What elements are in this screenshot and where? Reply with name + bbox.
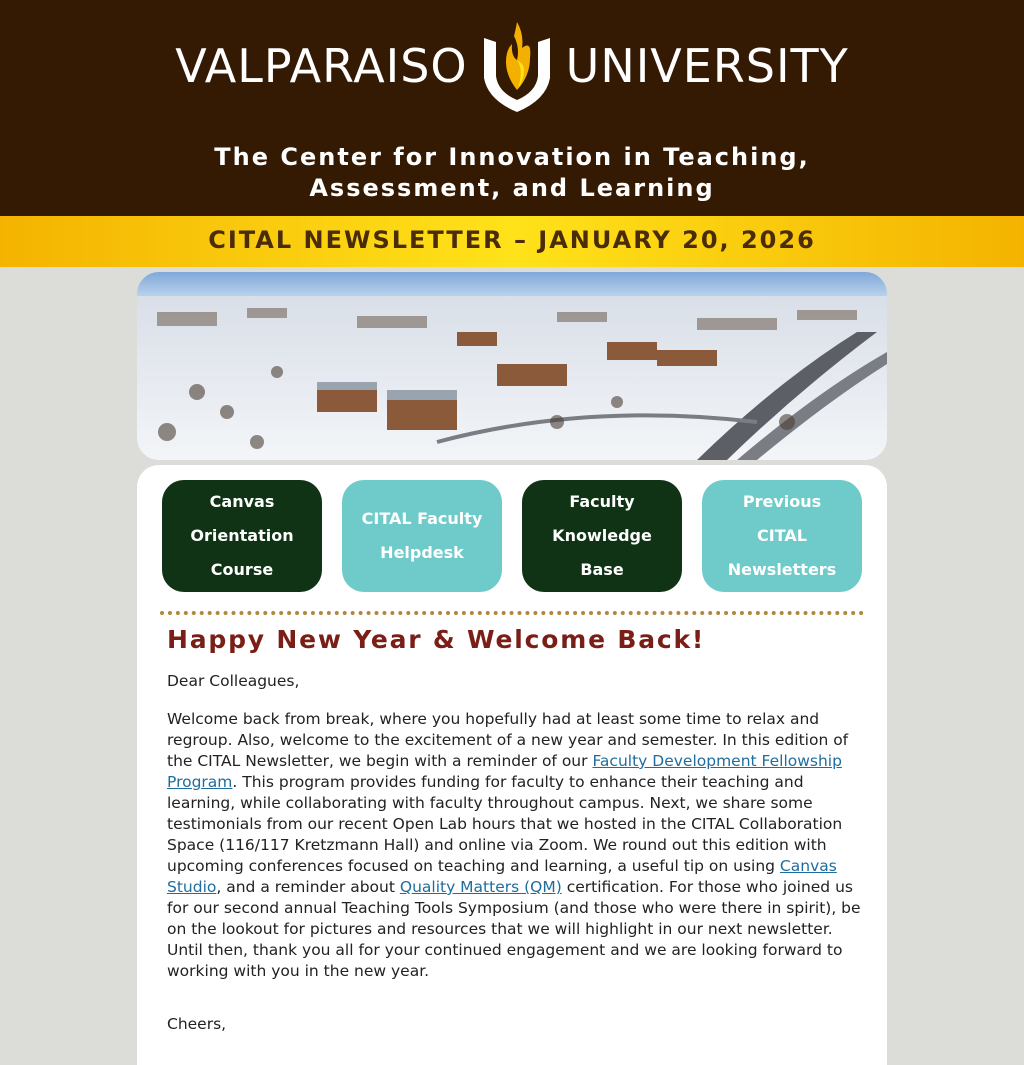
- article-signoff: Cheers,: [167, 1015, 227, 1033]
- body-text-4: certification. For those who joined us for our second annual Teaching Tools Symposium (and those who were there in spirit), be on the lookout for pictures and resources that we will highlight in our next newsletter. Until then, thank you all for your continued engagement and we are looking forward to working with you in the new year.: [167, 878, 861, 980]
- university-logo: [0, 18, 1024, 114]
- article-body: [167, 709, 862, 982]
- dotted-divider: [160, 611, 864, 615]
- brand-left: VALPARAISO: [175, 39, 468, 93]
- newsletter-banner: [0, 216, 1024, 267]
- flame-shield-icon: [480, 18, 554, 114]
- center-name-line2: Assessment, and Learning: [309, 174, 715, 202]
- body-text-1: Welcome back from break, where you hopefully had at least some time to relax and regroup. Also, welcome to the excitement of a new year and semester. In this edition of the CITAL Newsletter, we begin with a reminder of our: [167, 710, 849, 770]
- campus-aerial-photo: [137, 272, 887, 460]
- nav-label: Canvas Orientation Course: [190, 492, 294, 579]
- canvas-orientation-course-button[interactable]: [162, 480, 322, 592]
- quality-matters-link[interactable]: Quality Matters (QM): [399, 878, 562, 896]
- article-greeting: Dear Colleagues,: [167, 672, 300, 690]
- article-heading: Happy New Year & Welcome Back!: [167, 625, 706, 654]
- newsletter-content-card: [137, 465, 887, 1065]
- body-text-2: . This program provides funding for faculty to enhance their teaching and learning, while collaborating with faculty throughout campus. Next, we share some testimonials from our recent Open Lab hours that we hosted in the CITAL Collaboration Space (116/117 Kretzmann Hall) and online via Zoom. We round out this edition with upcoming conferences focused on teaching and learning, a useful tip on using: [167, 773, 843, 875]
- nav-label: CITAL Faculty Helpdesk: [361, 509, 483, 562]
- cital-faculty-helpdesk-button[interactable]: [342, 480, 502, 592]
- center-name: [0, 142, 1024, 204]
- newsletter-date-title: CITAL NEWSLETTER – JANUARY 20, 2026: [208, 226, 816, 254]
- nav-label: Faculty Knowledge Base: [552, 492, 652, 579]
- faculty-knowledge-base-button[interactable]: [522, 480, 682, 592]
- faculty-development-fellowship-link[interactable]: Faculty Development Fellowship Program: [167, 752, 842, 791]
- brand-right: UNIVERSITY: [565, 39, 849, 93]
- body-text-3: , and a reminder about: [216, 878, 400, 896]
- center-name-line1: The Center for Innovation in Teaching,: [214, 143, 810, 171]
- nav-label: Previous CITAL Newsletters: [727, 492, 837, 579]
- newsletter-header: [0, 0, 1024, 216]
- canvas-studio-link[interactable]: Canvas Studio: [167, 857, 837, 896]
- previous-newsletters-button[interactable]: [702, 480, 862, 592]
- campus-aerial-image: [137, 272, 887, 460]
